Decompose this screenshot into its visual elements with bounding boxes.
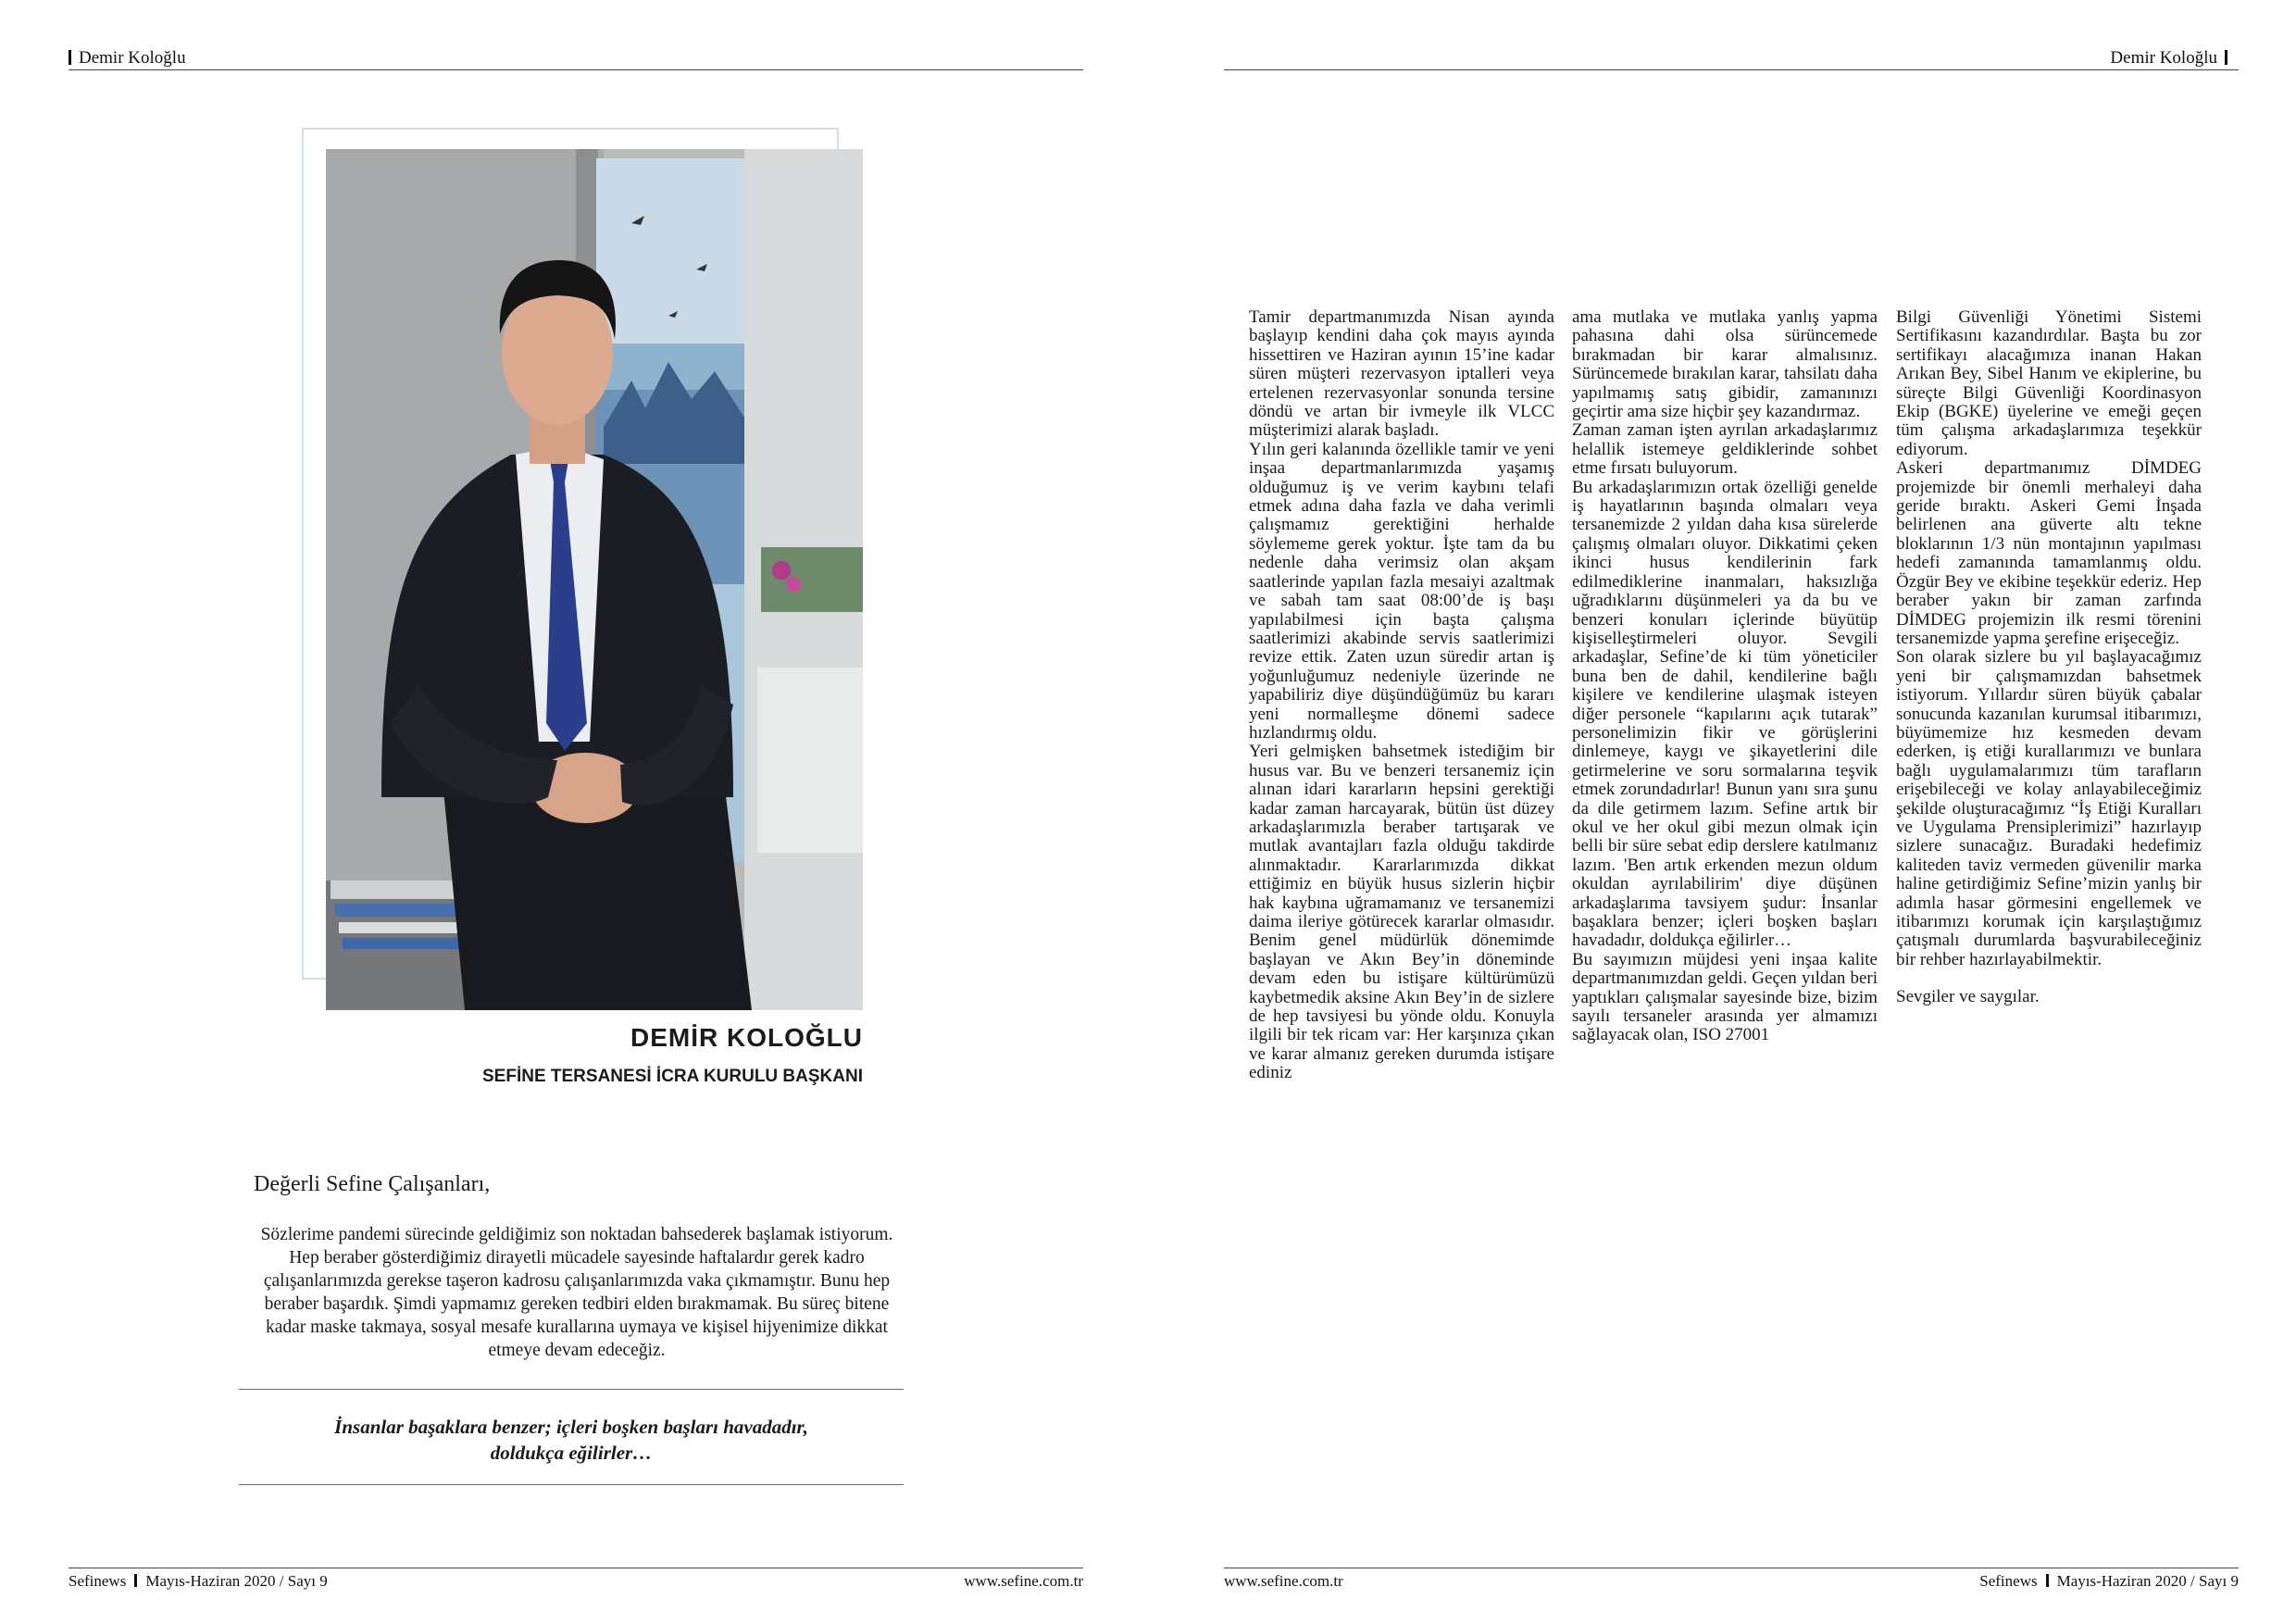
- footer-magazine: Sefinews: [69, 1572, 127, 1590]
- paragraph: Bilgi Güvenliği Yönetimi Sistemi Sertifikasını kazandırdılar. Başta bu zor sertifikayı alacağımıza inanan Hakan Arıkan Bey, Sibel Hanım ve ekiplerine, bu süreçte Bilgi Güvenliği Koordinasyon Ekip (BGKE) üyelerine ve emeği geçen tüm çalışma arkadaşlarımıza teşekkür ediyorum.: [1896, 307, 2202, 459]
- header-bar-mark: [69, 50, 71, 65]
- paragraph: Zaman zaman işten ayrılan arkadaşlarımız helallik istemeye geldiklerinde sohbet etme fırsatı buluyorum.: [1572, 420, 1878, 479]
- pull-quote-top-rule: [239, 1389, 904, 1390]
- paragraph: Yeri gelmişken bahsetmek istediğim bir husus var. Bu ve benzeri tersanemiz için alınan idari kararların hepsini gerektiği kadar zaman harcayarak, bütün üst düzey arkadaşlarımızla beraber tartışarak ve mutlak avantajları fazla olduğu takdirde alınmaktadır. Kararlarımızda dikkat ettiğimiz en büyük husus sizlerin hiçbir hak kaybına uğramamanız ve tersanemizi daima ileriye götürecek kararlar olmasıdır. Benim genel müdürlük dönemimde başlayan ve Akın Bey’in döneminde devam eden bu istişare kültürümüzü kaybetmedik aksine Akın Bey’in de sizlere de hep tavsiyesi bu yönde oldu. Konuyla ilgili bir tek ricam var: Her karşınıza çıkan ve karar almanız gereken durumda istişare ediniz: [1249, 742, 1554, 1083]
- footer-separator: [2046, 1574, 2049, 1587]
- header-bar-mark: [2225, 50, 2227, 65]
- paragraph: Bu arkadaşlarımızın ortak özelliği genelde iş hayatlarının başında olmaları veya tersanemizde 2 yıldan daha kısa sürelerde çalışmış olmaları oluyor. Dikkatimi çeken ikinci husus kendilerinin fark edilmediklerine inanmaları, haksızlığa uğradıklarını düşünmeleri ya da bu ve benzeri konuları içlerinde büyütüp kişiselleştirmeleri oluyor. Sevgili arkadaşlar, Sefine’de ki tüm yöneticiler buna ben de dahil, kendilerine bağlı kişilere ve kendilerine ulaşmak isteyen diğer personele “kapılarını açık tutarak” personelimizin fikir ve görüşlerini dinlemeye, kaygı ve şikayetlerini dile getirmelerine ve soru sormalarına teşvik etmek zorundadırlar! Bunun yanı sıra şunu da dile getirmem lazım. Sefine artık bir okul ve her okul gibi mezun olmak için belli bir süre sebat edip derslere katılmanız lazım. 'Ben artık erkenden mezun oldum okuldan ayrılabilirim' diye düşünen arkadaşlarıma tavsiyem şudur: İnsanlar başaklara benzer; içleri boşken başları havadadır, doldukça eğilirler…: [1572, 477, 1878, 951]
- body-column-3: [1896, 308, 2202, 1007]
- running-header-left: [69, 48, 186, 69]
- footer-website-link[interactable]: www.sefine.com.tr: [1224, 1572, 1343, 1590]
- profile-name: DEMİR KOLOĞLU: [630, 1023, 863, 1052]
- footer-issue: Mayıs-Haziran 2020 / Sayı 9: [2056, 1572, 2239, 1590]
- body-column-1: [1249, 308, 1554, 1083]
- header-author: Demir Koloğlu: [2110, 48, 2217, 68]
- pull-quote-line-2: doldukça eğilirler…: [490, 1442, 653, 1464]
- paragraph: Yılın geri kalanında özellikle tamir ve yeni inşaa departmanlarımızda yaşamış olduğumuz iş ve verim kaybını telafi etmek adına daha fazla ve daha verimli çalışmamız gerektiğini herhalde söylememe gerek yoktur. İşte tam da bu nedenle daha verimsiz olan akşam saatlerinde yapılan fazla mesaiyi azaltmak ve sabah tam saat 08:00’de iş başı yapılabilmesi için başta çalışma saatlerimizi akabinde servis saatlerimizi revize ettik. Zaten uzun süredir artan iş yoğunluğumuz nedeniyle üzerinde ne yapabiliriz diye düşündüğümüz bu kararı yeni normalleşme dönemi sadece hızlandırmış oldu.: [1249, 439, 1554, 743]
- letter-greeting: Değerli Sefine Çalışanları,: [254, 1172, 491, 1196]
- paragraph: Askeri departmanımız DİMDEG projemizde bir önemli merhaleyi daha geride bıraktı. Askeri Gemi İnşada belirlenen ana güverte altı tekne bloklarının 1/3 nün montajının yapılması hedefi zamanında tamamlanmış oldu. Özgür Bey ve ekibine teşekkür ederiz. Hep beraber yakın bir zaman zarfında DİMDEG projemizin ilk resmi törenini tersanemizde yapma şerefine erişeceğiz.: [1896, 458, 2202, 648]
- running-header-right: [2110, 48, 2227, 69]
- paragraph: ama mutlaka ve mutlaka yanlış yapma pahasına dahi olsa sürüncemede bırakmadan bir karar almalısınız. Sürüncemede bırakılan karar, tahsilatı daha yapılmamış satış gibidir, zamanınızı geçirtir ama size hiçbir şey kazandırmaz.: [1572, 307, 1878, 422]
- header-author: Demir Koloğlu: [79, 48, 186, 68]
- footer-website-link[interactable]: www.sefine.com.tr: [964, 1572, 1083, 1590]
- footer-separator: [134, 1574, 137, 1587]
- portrait-photo: [326, 149, 863, 1010]
- right-page: [1148, 0, 2296, 1624]
- closing-line: Sevgiler ve saygılar.: [1896, 987, 2040, 1007]
- footer-magazine: Sefinews: [1979, 1572, 2038, 1590]
- paragraph: Son olarak sizlere bu yıl başlayacağımız yeni bir çalışmamızdan bahsetmek istiyorum. Yıllardır süren büyük çabalar sonucunda kazanılan kurumsal itibarımızı, büyümemize hız kesmeden devam ederken, iş etiği kurallarımızı ve bunlara bağlı uygulamalarımızı tüm tarafların erişebileceği ve kolay anlayabileceğimiz şekilde oluşturacağımız “İş Etiği Kuralları ve Uygulama Prensiplerimizi” hazırlayıp sizlere sunacağız. Buradaki hedefimiz kaliteden taviz vermeden güvenilir marka haline getirdiğimiz Sefine’mizin yanlış bir adımla hasar görmesini engellemek ve itibarımızı korumak için karşılaştığımız çatışmalı durumlarda başvurabileceğiniz bir rehber hazırlayabilmektir.: [1896, 647, 2202, 969]
- footer-issue-right: [1979, 1572, 2239, 1591]
- paragraph: Tamir departmanımızda Nisan ayında başlayıp kendini daha çok mayıs ayında hissettiren ve Haziran ayının 15’ine kadar süren müşteri rezervasyon iptalleri veya ertelenen rezervasyonlar sonunda tersine döndü ve artan bir ivmeyle ilk VLCC müşterimizi alarak başladı.: [1249, 307, 1554, 441]
- profile-title: SEFİNE TERSANESİ İCRA KURULU BAŞKANI: [482, 1067, 863, 1086]
- pull-quote-bottom-rule: [239, 1484, 904, 1485]
- footer-issue: Mayıs-Haziran 2020 / Sayı 9: [145, 1572, 328, 1590]
- pull-quote: [239, 1414, 904, 1466]
- footer-issue-left: [69, 1572, 328, 1591]
- header-rule: [1224, 69, 2239, 70]
- pull-quote-line-1: İnsanlar başaklara benzer; içleri boşken başları havadadır,: [334, 1416, 808, 1438]
- paragraph: Bu sayımızın müjdesi yeni inşaa kalite departmanımızdan geldi. Geçen yıldan beri yaptıkları çalışmalar sayesinde bize, bizim sayılı tersaneler arasında yer almamızı sağlayacak olan, ISO 27001: [1572, 949, 1878, 1045]
- body-column-2: [1572, 308, 1878, 1045]
- header-rule: [69, 69, 1083, 70]
- letter-intro: Sözlerime pandemi sürecinde geldiğimiz son noktadan bahsederek başlamak istiyorum. Hep beraber gösterdiğimiz dirayetli mücadele sayesinde haftalardır gerek kadro çalışanlarımızda gerekse taşeron kadrosu çalışanlarımızda vaka çıkmamıştır. Bunu hep beraber başardık. Şimdi yapmamız gereken tedbiri elden bırakmamak. Bu süreç bitene kadar maske takmaya, sosyal mesafe kurallarına uymaya ve kişisel hijyenimize dikkat etmeye devam edeceğiz.: [260, 1225, 893, 1360]
